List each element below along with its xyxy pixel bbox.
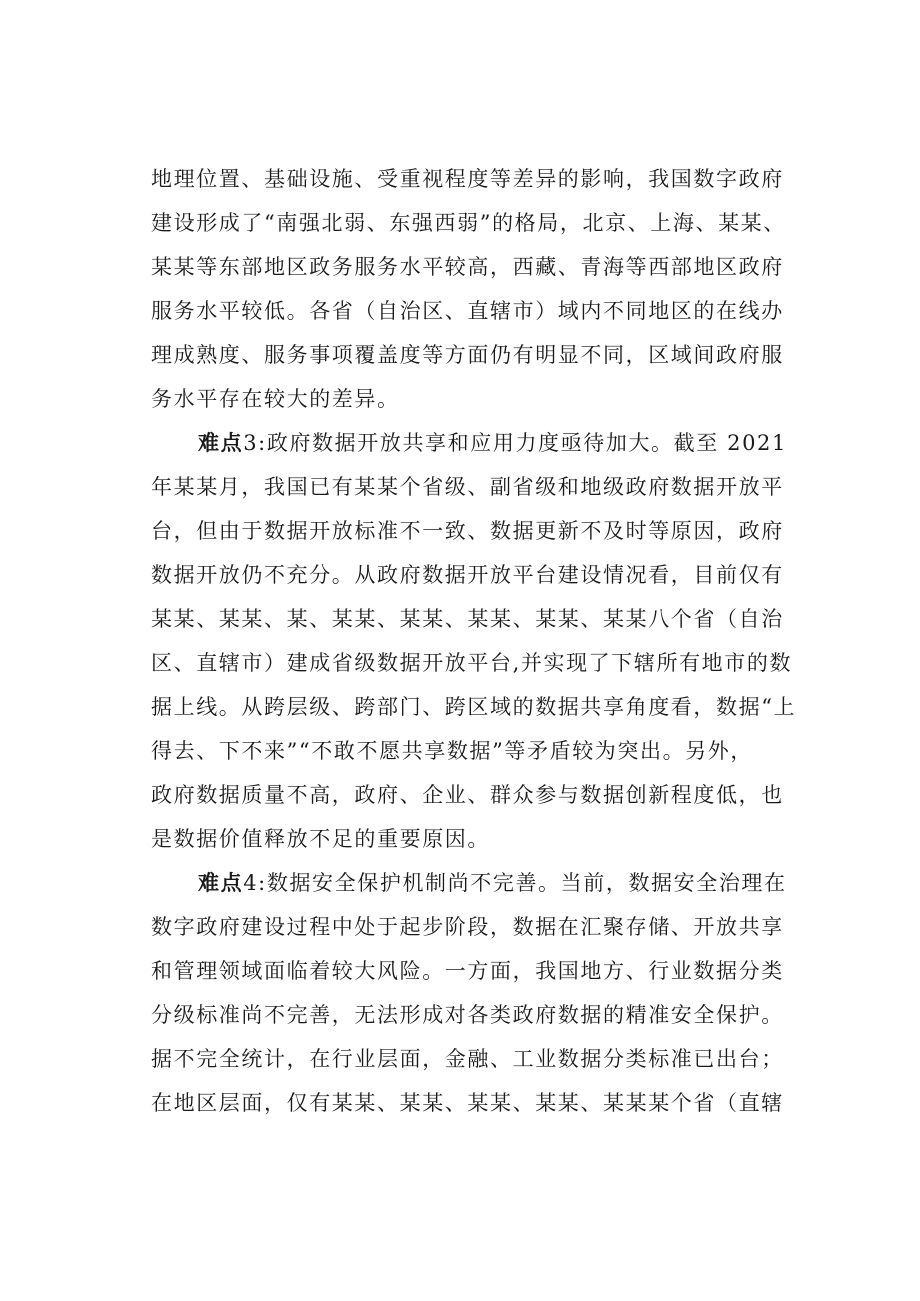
paragraph-3-line-3: 和管理领域面临着较大风险。一方面，我国地方、行业数据分类 (151, 959, 784, 983)
paragraph-3-heading: 难点 (198, 870, 244, 895)
paragraph-3-line-1 (198, 861, 918, 905)
paragraph-2-line-3: 台，但由于数据开放标准不一致、数据更新不及时等原因，政府 (151, 519, 784, 543)
paragraph-3-line-6: 在地区层面，仅有某某、某某、某某、某某、某某某个省（直辖 (151, 1091, 784, 1115)
paragraph-2-heading: 难点 (198, 430, 244, 455)
paragraph-2-line-5: 某某、某某、某、某某、某某、某某、某某、某某八个省（自治 (151, 607, 784, 631)
paragraph-2-line-8: 得去、下不来”“不敢不愿共享数据”等矛盾较为突出。另外， (151, 739, 754, 763)
paragraph-1-line-4: 服务水平较低。各省（自治区、直辖市）域内不同地区的在线办 (151, 299, 784, 323)
paragraph-1-line-5: 理成熟度、服务事项覆盖度等方面仍有明显不同，区域间政府服 (151, 343, 784, 367)
paragraph-2-line-1 (198, 421, 918, 465)
paragraph-1-line-2: 建设形成了“南强北弱、东强西弱”的格局，北京、上海、某某、 (151, 211, 786, 235)
paragraph-2-line-6: 区、直辖市）建成省级数据开放平台,并实现了下辖所有地市的数 (151, 651, 793, 675)
paragraph-1-line-1: 地理位置、基础设施、受重视程度等差异的影响，我国数字政府 (151, 167, 784, 191)
paragraph-2-line-4: 数据开放仍不充分。从政府数据开放平台建设情况看，目前仅有 (151, 563, 784, 587)
paragraph-2-line-9: 政府数据质量不高，政府、企业、群众参与数据创新程度低，也 (151, 783, 784, 807)
paragraph-3-line-2: 数字政府建设过程中处于起步阶段，数据在汇聚存储、开放共享 (151, 915, 784, 939)
paragraph-2-line-10: 是数据价值释放不足的重要原因。 (151, 827, 490, 851)
paragraph-3-first-line-text: 4:数据安全保护机制尚不完善。当前，数据安全治理在 (243, 871, 787, 895)
paragraph-3-line-5: 据不完全统计，在行业层面，金融、工业数据分类标准已出台； (151, 1047, 784, 1071)
paragraph-3-line-4: 分级标准尚不完善，无法形成对各类政府数据的精准安全保护。 (151, 1003, 784, 1027)
paragraph-1-line-6: 务水平存在较大的差异。 (151, 387, 400, 411)
paragraph-2-line-7: 据上线。从跨层级、跨部门、跨区域的数据共享角度看，数据“上 (151, 695, 797, 719)
paragraph-1-line-3: 某某等东部地区政务服务水平较高，西藏、青海等西部地区政府 (151, 255, 784, 279)
paragraph-2-first-line-text: 3:政府数据开放共享和应用力度亟待加大。截至 2021 (243, 431, 787, 455)
paragraph-2-line-2: 年某某月，我国已有某某个省级、副省级和地级政府数据开放平 (151, 475, 784, 499)
